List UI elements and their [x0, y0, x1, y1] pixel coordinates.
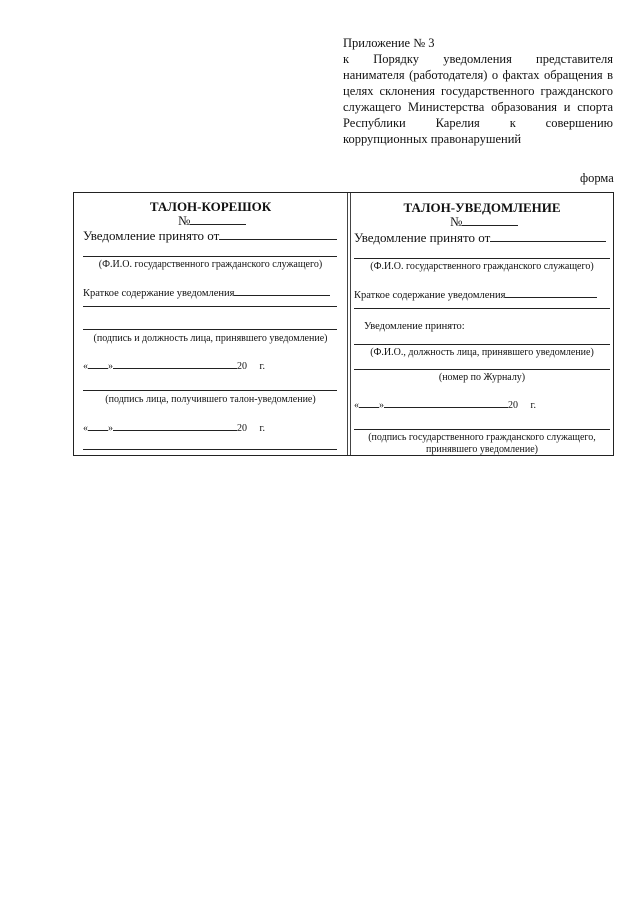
form-label: форма	[580, 171, 614, 185]
cut-line	[347, 193, 348, 455]
stub-signer-line[interactable]	[83, 329, 337, 330]
appendix-text: к Порядку уведомления представителя нанимателя (работодателя) о фактах обращения в целях склонения государственного гражданского служащего Министерства образования и спорта Республики Карелия к совершению коррупционных правонарушений	[343, 52, 613, 146]
stub-summary-field[interactable]	[234, 284, 330, 296]
form-table	[73, 192, 614, 456]
stub-summary-line-2[interactable]	[83, 306, 337, 307]
notice-signature-caption: (подпись государственного гражданского служащего, принявшего уведомление)	[368, 432, 596, 455]
stub-summary-label: Краткое содержание уведомления	[83, 288, 235, 299]
notice-acceptor-caption: (Ф.И.О., должность лица, принявшего уведомление)	[370, 347, 594, 358]
date-close-quote: »	[379, 400, 384, 411]
stub-receiver-line[interactable]	[83, 390, 337, 391]
notice-summary	[354, 286, 597, 302]
notice-heading: ТАЛОН-УВЕДОМЛЕНИЕ	[403, 200, 561, 215]
stub-section	[74, 193, 347, 455]
notice-acceptor-line[interactable]	[354, 344, 610, 345]
notice-fio-line[interactable]	[354, 258, 610, 259]
stub-day-field-2[interactable]	[88, 419, 108, 431]
notice-accepted-from-field[interactable]	[490, 230, 606, 242]
stub-bottom-line[interactable]	[83, 449, 337, 450]
notice-number	[450, 214, 518, 230]
stub-number	[178, 213, 246, 229]
appendix-title: Приложение № 3	[343, 36, 435, 50]
year-prefix: 20	[508, 400, 518, 411]
notice-accepted-from-label: Уведомление принято от	[354, 230, 491, 245]
stub-accepted-from-label: Уведомление принято от	[83, 228, 220, 243]
date-close-quote: »	[108, 361, 113, 372]
year-suffix: г.	[530, 400, 536, 411]
stub-month-field-2[interactable]	[113, 419, 237, 431]
stub-number-field[interactable]	[190, 213, 246, 225]
stub-fio-caption: (Ф.И.О. государственного гражданского служащего)	[98, 259, 323, 270]
notice-accepted-label: Уведомление принято:	[364, 321, 465, 332]
date-open-quote: «	[83, 361, 88, 372]
stub-accepted-from	[83, 228, 337, 244]
stub-number-label: №	[178, 213, 191, 228]
stub-summary	[83, 284, 330, 300]
notice-number-label: №	[450, 214, 463, 229]
appendix-block	[343, 35, 613, 147]
notice-date	[354, 396, 536, 411]
date-open-quote: «	[83, 423, 88, 434]
notice-journal-line[interactable]	[354, 369, 610, 370]
year-prefix: 20	[237, 423, 247, 434]
notice-day-field[interactable]	[359, 396, 379, 408]
notice-fio-caption: (Ф.И.О. государственного гражданского служащего)	[370, 261, 594, 272]
stub-heading: ТАЛОН-КОРЕШОК	[149, 199, 272, 214]
notice-month-field[interactable]	[384, 396, 508, 408]
stub-signer-caption: (подпись и должность лица, принявшего уведомление)	[93, 333, 328, 344]
notice-section	[351, 193, 613, 455]
stub-fio-line[interactable]	[83, 256, 337, 257]
date-open-quote: «	[354, 400, 359, 411]
stub-month-field-1[interactable]	[113, 357, 237, 369]
year-suffix: г.	[259, 361, 265, 372]
year-prefix: 20	[237, 361, 247, 372]
notice-signature-line[interactable]	[354, 429, 610, 430]
stub-date-1	[83, 357, 265, 372]
year-suffix: г.	[259, 423, 265, 434]
notice-number-field[interactable]	[462, 214, 518, 226]
notice-summary-label: Краткое содержание уведомления	[354, 290, 506, 301]
notice-summary-line-2[interactable]	[354, 308, 610, 309]
notice-accepted-from	[354, 230, 606, 246]
date-close-quote: »	[108, 423, 113, 434]
notice-summary-field[interactable]	[505, 286, 597, 298]
stub-accepted-from-field[interactable]	[219, 228, 337, 240]
stub-receiver-caption: (подпись лица, получившего талон-уведомление)	[105, 394, 316, 405]
notice-journal-caption: (номер по Журналу)	[438, 372, 526, 383]
stub-day-field-1[interactable]	[88, 357, 108, 369]
stub-date-2	[83, 419, 265, 434]
